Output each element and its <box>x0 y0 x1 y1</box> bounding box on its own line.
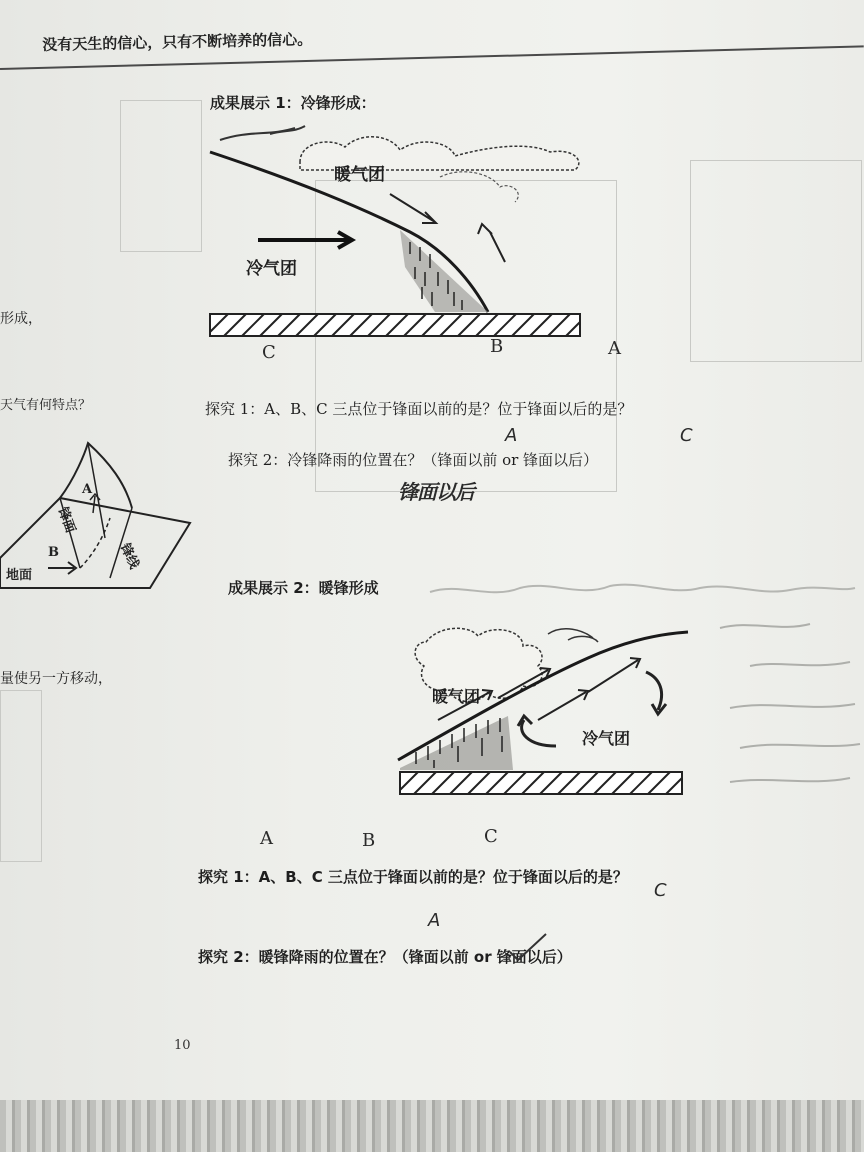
cold-front-handwritten-answer: 锋面以后 <box>398 480 474 504</box>
warm-front-point-c: C <box>484 826 498 847</box>
show-through-left <box>120 100 202 252</box>
page-motto: 没有天生的信心，只有不断培养的信心。 <box>42 30 313 54</box>
cold-front-heading: 成果展示 1：冷锋形成： <box>210 94 376 112</box>
warm-front-question-1: 探究 1：A、B、C 三点位于锋面以前的是？位于锋面以后的是？ <box>198 868 628 886</box>
cold-front-question-1: 探究 1：A、B、C 三点位于锋面以前的是？位于锋面以后的是？ <box>205 400 633 418</box>
warm-front-cold-air-label: 冷气团 <box>582 729 631 748</box>
left-text-fragment-1: 形成， <box>0 311 42 327</box>
background-cloth <box>0 1100 864 1152</box>
left-text-fragment-2: 天气有何特点？ <box>0 398 92 413</box>
warm-front-heading: 成果展示 2：暖锋形成 <box>228 579 379 597</box>
warm-front-warm-air-label: 暖气团 <box>432 687 481 706</box>
cold-front-diagram <box>210 122 590 347</box>
warm-front-handwritten-c: C <box>654 880 667 901</box>
show-through-notes <box>690 600 864 800</box>
warm-front-handwritten-a: A <box>428 910 441 931</box>
warm-front-diagram <box>398 620 693 805</box>
diagram-label-b: B <box>48 545 59 560</box>
cold-front-handwritten-c: C <box>680 425 693 446</box>
cold-front-question-2: 探究 2：冷锋降雨的位置在？（锋面以前 or 锋面以后） <box>228 451 599 469</box>
warm-front-point-a: A <box>260 828 273 849</box>
handwritten-check-mark <box>508 932 548 962</box>
cold-front-warm-air-label: 暖气团 <box>334 165 385 185</box>
warm-front-question-2: 探究 2：暖锋降雨的位置在？（锋面以前 or 锋面以后） <box>198 948 572 966</box>
cold-front-cold-air-label: 冷气团 <box>246 259 297 279</box>
diagram-label-ground: 地面 <box>6 568 33 583</box>
diagram-label-front-line: 锋线 <box>116 541 142 572</box>
left-text-fragment-3: 量使另一方移动， <box>0 671 112 687</box>
cold-front-point-c: C <box>262 342 276 363</box>
diagram-label-a: A <box>82 482 93 497</box>
diagram-label-front-surface: 锋面 <box>54 505 78 535</box>
page-number: 10 <box>174 1038 191 1053</box>
cold-front-handwritten-a: A <box>505 425 518 446</box>
show-through-left-lower <box>0 690 42 862</box>
cold-front-point-b: B <box>490 336 504 357</box>
warm-front-point-b: B <box>362 830 376 851</box>
show-through-block <box>690 160 862 362</box>
cold-front-point-a: A <box>608 338 621 359</box>
